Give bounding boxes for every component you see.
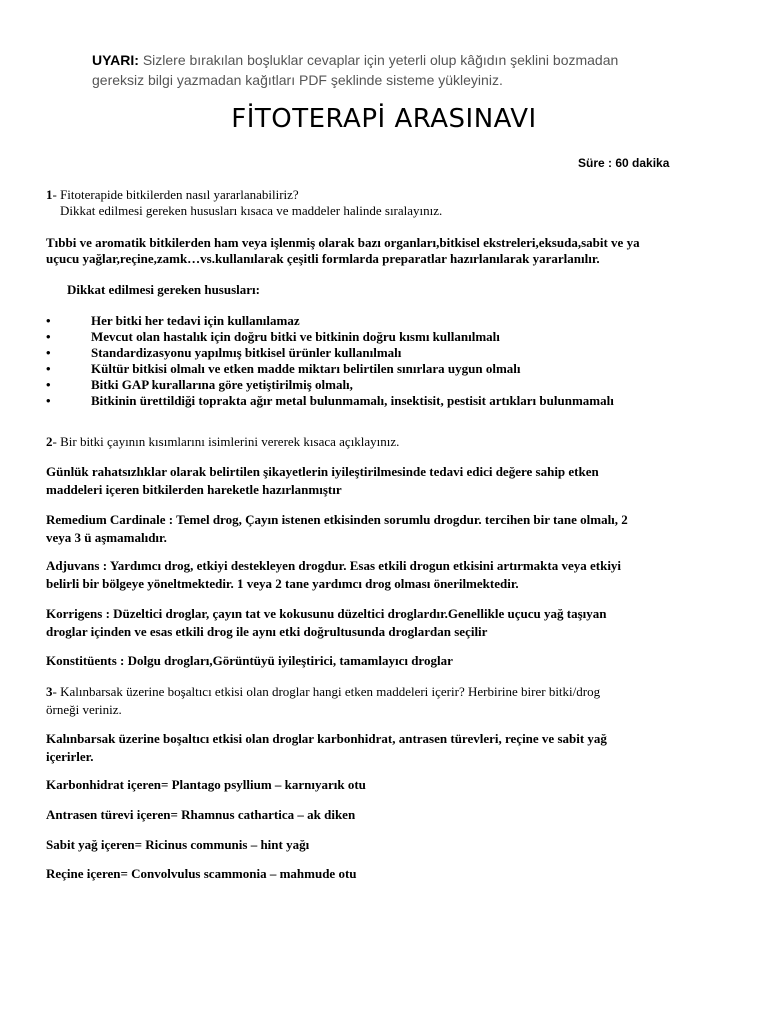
answer-2-remedium: Remedium Cardinale : Temel drog, Çayın istenen etkisinden sorumlu drogdur. tercihen bir tane olmalı, 2 veya 3 ü aşmamalıdır. [46,512,628,545]
question-number: 3 [46,684,53,699]
answer-3-intro: Kalınbarsak üzerine boşaltıcı etkisi olan droglar karbonhidrat, antrasen türevleri, reçine ve sabit yağ içerirler. [46,731,607,764]
page-title: FİTOTERAPİ ARASINAVI [231,104,537,134]
answer-1-subheading: Dikkat edilmesi gereken hususları: [67,282,260,297]
question-1: 1- Fitoterapide bitkilerden nasıl yararlanabiliriz? Dikkat edilmesi gereken hususları kısaca ve maddeler halinde sıralayınız. [46,187,443,218]
answer-3-example-2: Antrasen türevi içeren= Rhamnus cathartica – ak diken [46,807,356,822]
answer-2-intro: Günlük rahatsızlıklar olarak belirtilen şikayetlerin iyileştirilmesinde tedavi edici değere sahip etken maddeleri içeren bitkilerden hareketle hazırlanmıştır [46,464,599,497]
answer-3-example-4: Reçine içeren= Convolvulus scammonia – mahmude otu [46,866,357,881]
answer-2-konstituents: Konstitüents : Dolgu drogları,Görüntüyü iyileştirici, tamamlayıcı droglar [46,653,453,668]
answer-2-korrigens: Korrigens : Düzeltici droglar, çayın tat ve kokusunu düzeltici droglardır.Genellikle uçucu yağ taşıyan droglar içinden ve esas etkili drog ile aynı etki doğrultusunda droglardan seçilir [46,606,607,639]
question-2: 2- Bir bitki çayının kısımlarını isimlerini vererek kısaca açıklayınız. [46,434,400,449]
warning-line-2: gereksiz bilgi yazmadan kağıtları PDF şeklinde sisteme yükleyiniz. [92,72,503,88]
answer-2-adjuvans: Adjuvans : Yardımcı drog, etkiyi destekleyen drogdur. Esas etkili drogun etkisini artırmakta veya etkiyi belirli bir bölgeye yöneltmektedir. 1 veya 2 tane yardımcı drog olması önerilmektedir. [46,558,622,591]
warning-line-1: UYARI: Sizlere bırakılan boşluklar cevaplar için yeterli olup kâğıdın şeklini bozmadan [92,52,619,68]
warning-label: UYARI: [92,52,139,68]
exam-duration: Süre : 60 dakika [578,156,670,170]
warning-note [92,50,692,90]
list-item: • Her bitki her tedavi için kullanılamaz [46,313,300,328]
list-item: • Mevcut olan hastalık için doğru bitki ve bitkinin doğru kısmı kullanılmalı [46,329,500,344]
list-item: • Standardizasyonu yapılmış bitkisel ürünler kullanılmalı [46,345,402,360]
answer-3-example-1: Karbonhidrat içeren= Plantago psyllium – karnıyarık otu [46,777,366,792]
answer-3-example-3: Sabit yağ içeren= Ricinus communis – hint yağı [46,837,310,852]
list-item: • Bitki GAP kurallarına göre yetiştirilmiş olmalı, [46,377,353,392]
list-item: • Kültür bitkisi olmalı ve etken madde miktarı belirtilen sınırlara uygun olmalı [46,361,521,376]
answer-1-intro: Tıbbi ve aromatik bitkilerden ham veya işlenmiş olarak bazı organları,bitkisel ekstreleri,eksuda,sabit ve ya uçucu yağlar,reçine,zamk…vs.kullanılarak çeşitli formlarda preparatlar hazırlanılarak yararlanılır. [46,235,640,266]
question-number: 1 [46,187,53,202]
question-3: 3- Kalınbarsak üzerine boşaltıcı etkisi olan droglar hangi etken maddeleri içerir? Herbirine birer bitki/drog örneği veriniz. [46,684,601,717]
list-item: • Bitkinin ürettildiği toprakta ağır metal bulunmamalı, insektisit, pestisit artıkları bulunmamalı [46,393,614,408]
question-number: 2 [46,434,53,449]
